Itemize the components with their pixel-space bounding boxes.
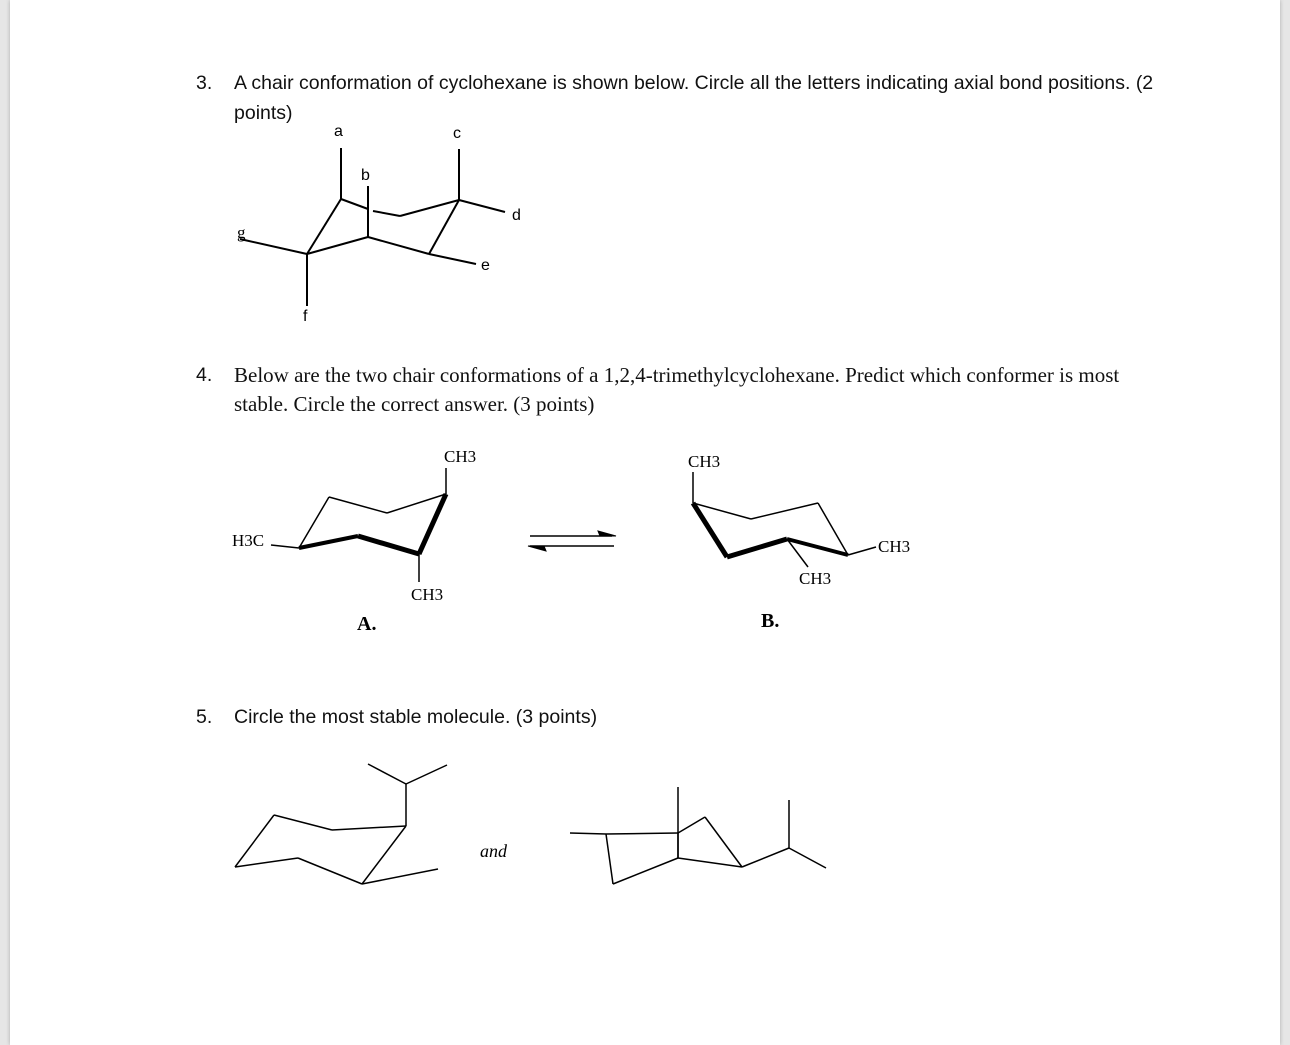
question-text: Circle the most stable molecule. (3 points) [234, 706, 598, 728]
conformer-b-top-methyl: CH3 [688, 452, 721, 471]
label-b[interactable]: b [361, 167, 370, 184]
conformer-a-labels [232, 447, 476, 635]
figures [10, 0, 1280, 1045]
q3-chair-diagram [240, 148, 505, 306]
conformer-a-left-methyl: H3C [232, 531, 265, 550]
question-number: 5. [196, 706, 213, 728]
question-text: A chair conformation of cyclohexane is shown below. Circle all the letters indicating axial bond positions. (2 points) [234, 72, 1154, 124]
q5-molecule-right[interactable] [570, 787, 826, 884]
label-f[interactable]: f [303, 308, 308, 325]
q3-position-labels [237, 123, 521, 325]
equilibrium-arrows [528, 531, 616, 551]
label-d[interactable]: d [512, 207, 521, 224]
question-number: 3. [196, 72, 213, 94]
conjunction-and: and [480, 841, 507, 861]
question-number: 4. [196, 364, 213, 386]
label-a[interactable]: a [334, 123, 343, 140]
document-page [10, 0, 1280, 1045]
conformer-a-bottom-methyl: CH3 [411, 585, 444, 604]
conformer-a-top-methyl: CH3 [444, 447, 477, 466]
label-c[interactable]: c [453, 125, 461, 142]
conformer-b-bottom-methyl: CH3 [799, 569, 832, 588]
q5-molecule-left[interactable] [235, 764, 447, 884]
conformer-a-diagram [271, 468, 446, 582]
conformer-b-right-methyl: CH3 [878, 537, 911, 556]
conformer-b-diagram [693, 472, 876, 567]
label-g[interactable]: g [237, 223, 246, 242]
conformer-b-label[interactable]: B. [761, 610, 780, 632]
question-text: Below are the two chair conformations of a 1,2,4-trimethylcyclohexane. Predict which conformer is most stable. Circle the correct answer. (3 points) [234, 363, 1120, 416]
conformer-a-label[interactable]: A. [357, 613, 377, 635]
label-e[interactable]: e [481, 257, 490, 274]
